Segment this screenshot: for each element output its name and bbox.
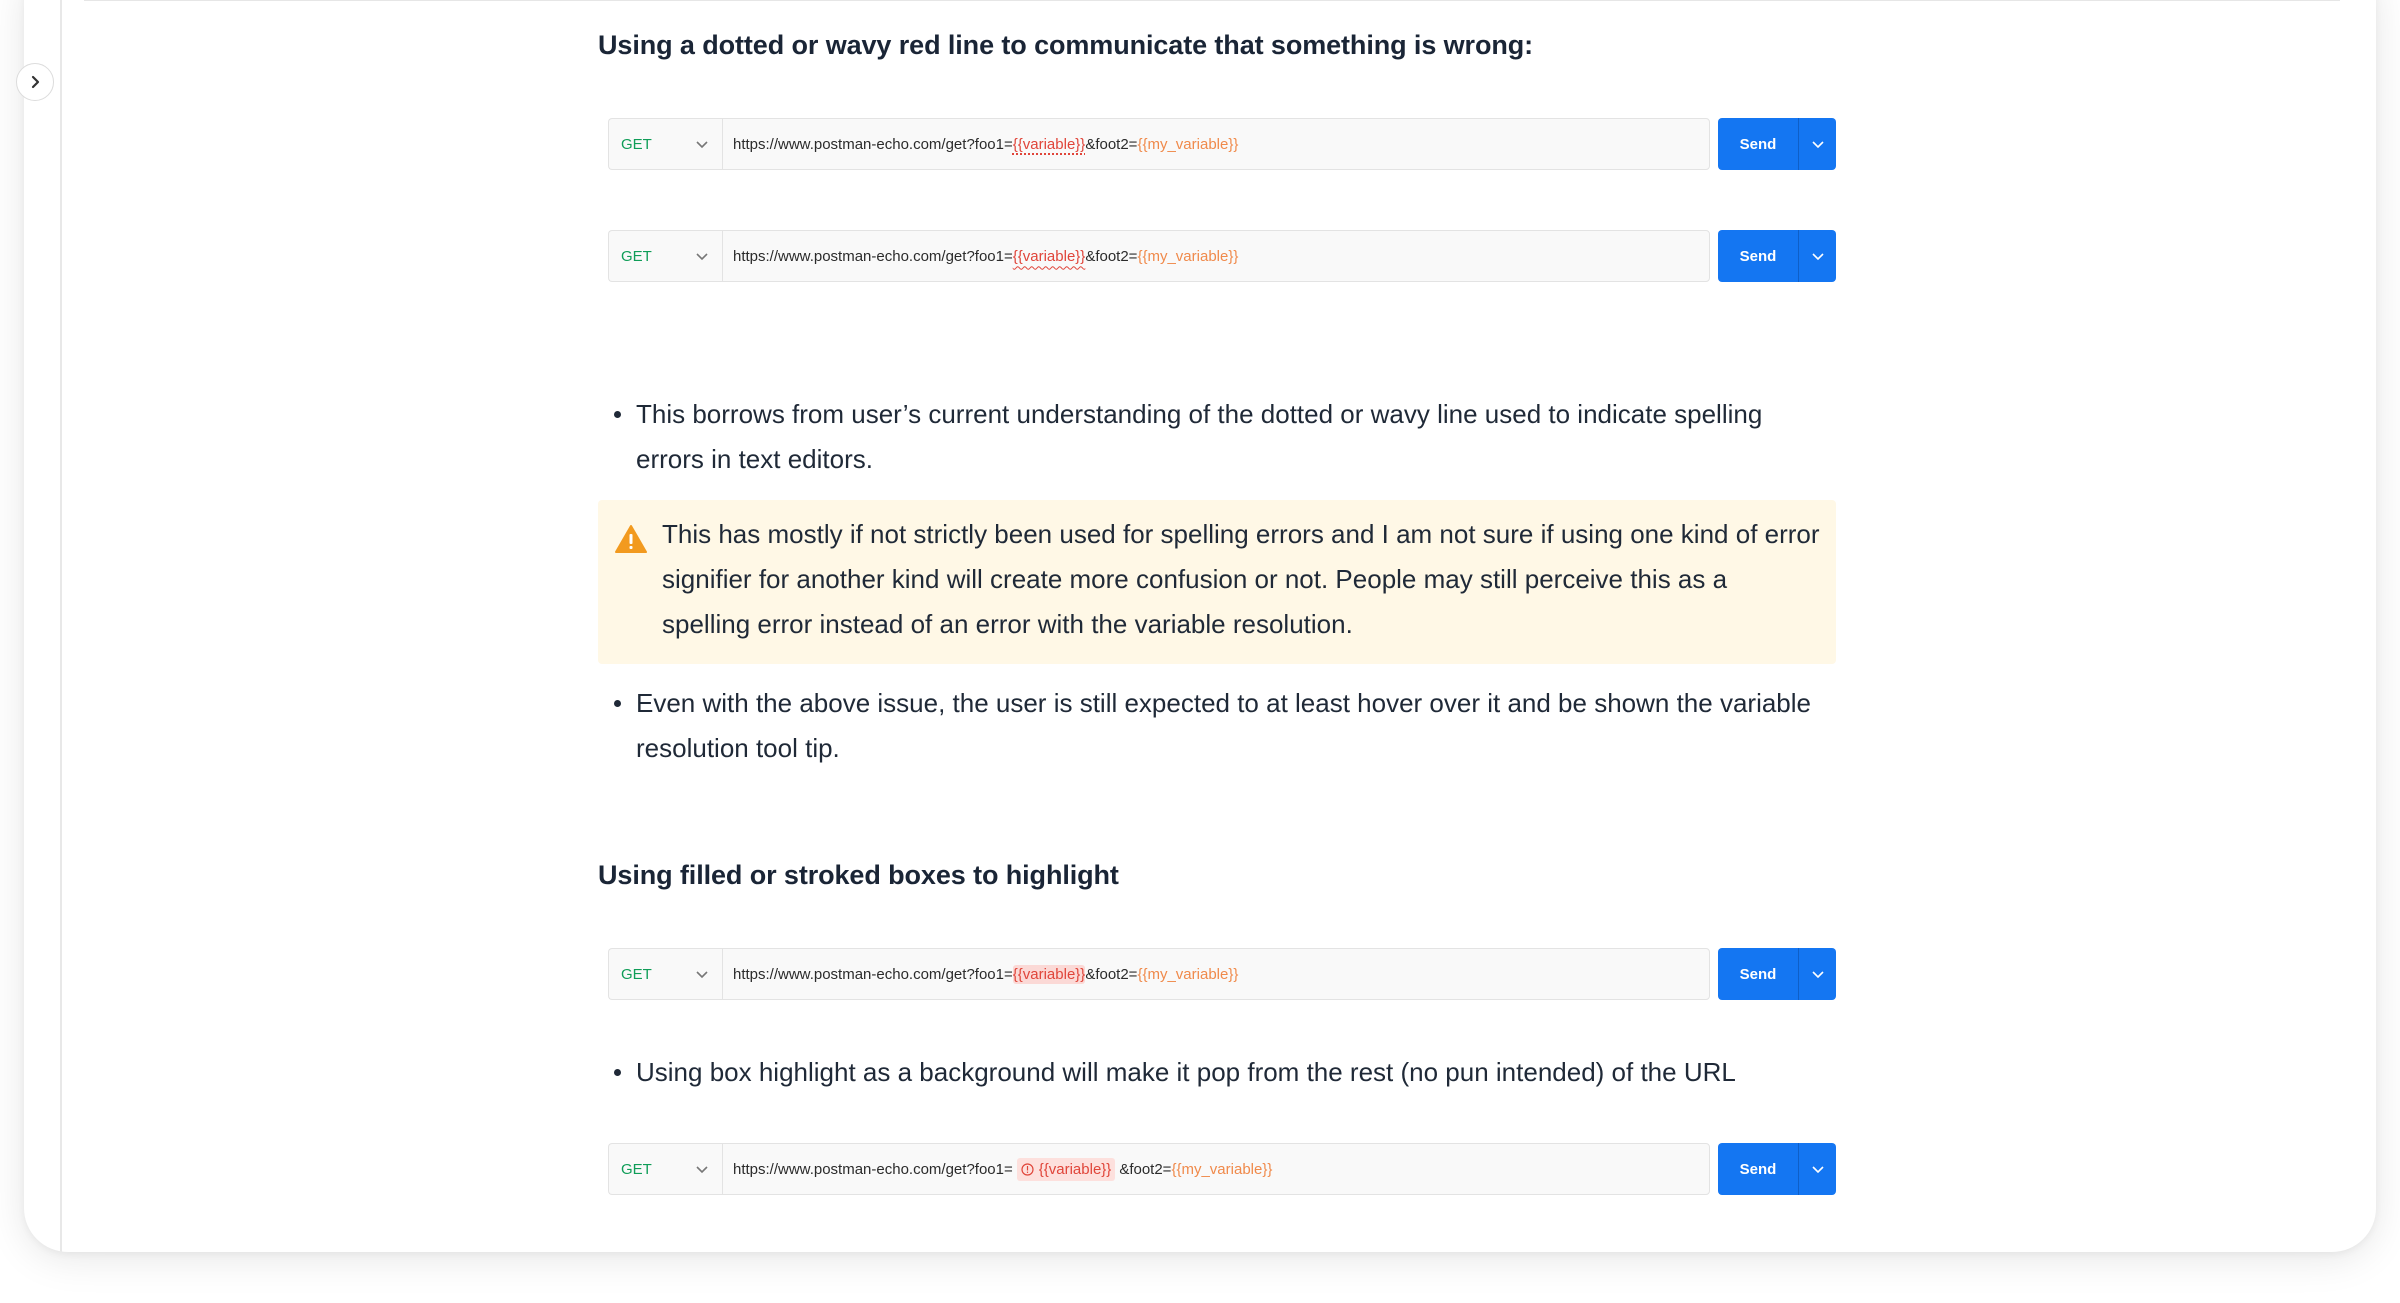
url-mid: &foot2=: [1085, 965, 1138, 983]
request-bar-dotted: [608, 118, 1828, 170]
chevron-down-icon: [1812, 140, 1824, 149]
method-label: GET: [621, 965, 652, 983]
send-button[interactable]: Send: [1718, 118, 1798, 170]
url-variable[interactable]: {{my_variable}}: [1137, 135, 1239, 153]
send-options-button[interactable]: [1799, 1143, 1836, 1195]
request-bar-filled: [608, 948, 1828, 1000]
send-button[interactable]: Send: [1718, 230, 1798, 282]
url-variable[interactable]: {{my_variable}}: [1137, 247, 1239, 265]
url-prefix: https://www.postman-echo.com/get?foo1=: [733, 135, 1013, 153]
method-select[interactable]: [608, 118, 722, 170]
request-bar-boxed: [608, 1143, 1828, 1195]
url-prefix: https://www.postman-echo.com/get?foo1=: [733, 247, 1013, 265]
section-heading-boxes: Using filled or stroked boxes to highlight: [598, 860, 1119, 890]
url-input[interactable]: [722, 118, 1710, 170]
method-select[interactable]: [608, 230, 722, 282]
url-variable-error-chip[interactable]: [1017, 1158, 1116, 1181]
send-button[interactable]: Send: [1718, 1143, 1798, 1195]
method-select[interactable]: [608, 1143, 722, 1195]
url-input[interactable]: [722, 948, 1710, 1000]
url-prefix: https://www.postman-echo.com/get?foo1=: [733, 965, 1013, 983]
send-options-button[interactable]: [1799, 230, 1836, 282]
bullet-hover-tooltip: Even with the above issue, the user is still expected to at least hover over it and be shown the variable resolution tool tip.: [636, 681, 1836, 771]
url-mid: &foot2=: [1119, 1160, 1172, 1178]
send-button-group: [1718, 948, 1836, 1000]
request-bar-wavy: [608, 230, 1828, 282]
warning-callout-text: This has mostly if not strictly been used for spelling errors and I am not sure if using one kind of error signifier for another kind will create more confusion or not. People may still perceive this as a spelling error instead of an error with the variable resolution.: [662, 519, 1820, 639]
method-label: GET: [621, 247, 652, 265]
send-button[interactable]: Send: [1718, 948, 1798, 1000]
send-options-button[interactable]: [1799, 118, 1836, 170]
method-label: GET: [621, 135, 652, 153]
chevron-down-icon: [1812, 1165, 1824, 1174]
bullet-box-highlight: Using box highlight as a background will make it pop from the rest (no pun intended) of the URL: [636, 1050, 1836, 1095]
url-mid: &foot2=: [1085, 247, 1138, 265]
url-variable-error[interactable]: {{variable}}: [1012, 135, 1086, 153]
url-mid: &foot2=: [1085, 135, 1138, 153]
chevron-down-icon: [696, 970, 708, 979]
url-variable[interactable]: {{my_variable}}: [1171, 1160, 1273, 1178]
method-select[interactable]: [608, 948, 722, 1000]
url-input[interactable]: [722, 1143, 1710, 1195]
url-variable[interactable]: {{my_variable}}: [1137, 965, 1239, 983]
url-variable-error[interactable]: {{variable}}: [1012, 247, 1086, 265]
url-input[interactable]: [722, 230, 1710, 282]
send-button-group: [1718, 118, 1836, 170]
chevron-down-icon: [696, 140, 708, 149]
warning-callout: [598, 500, 1836, 664]
send-options-button[interactable]: [1799, 948, 1836, 1000]
url-variable-error: {{variable}}: [1038, 1160, 1112, 1178]
chevron-down-icon: [696, 252, 708, 261]
url-prefix: https://www.postman-echo.com/get?foo1=: [733, 1160, 1013, 1178]
chevron-down-icon: [1812, 252, 1824, 261]
method-label: GET: [621, 1160, 652, 1178]
url-variable-error[interactable]: {{variable}}: [1012, 965, 1086, 983]
warning-icon: [614, 524, 648, 554]
section-heading-dotted-wavy: Using a dotted or wavy red line to communicate that something is wrong:: [598, 30, 1534, 60]
chevron-down-icon: [696, 1165, 708, 1174]
bullet-spelling-analogy: This borrows from user’s current understanding of the dotted or wavy line used to indicate spelling errors in text editors.: [636, 392, 1836, 482]
send-button-group: [1718, 1143, 1836, 1195]
send-button-group: [1718, 230, 1836, 282]
chevron-down-icon: [1812, 970, 1824, 979]
error-icon: [1021, 1163, 1034, 1176]
